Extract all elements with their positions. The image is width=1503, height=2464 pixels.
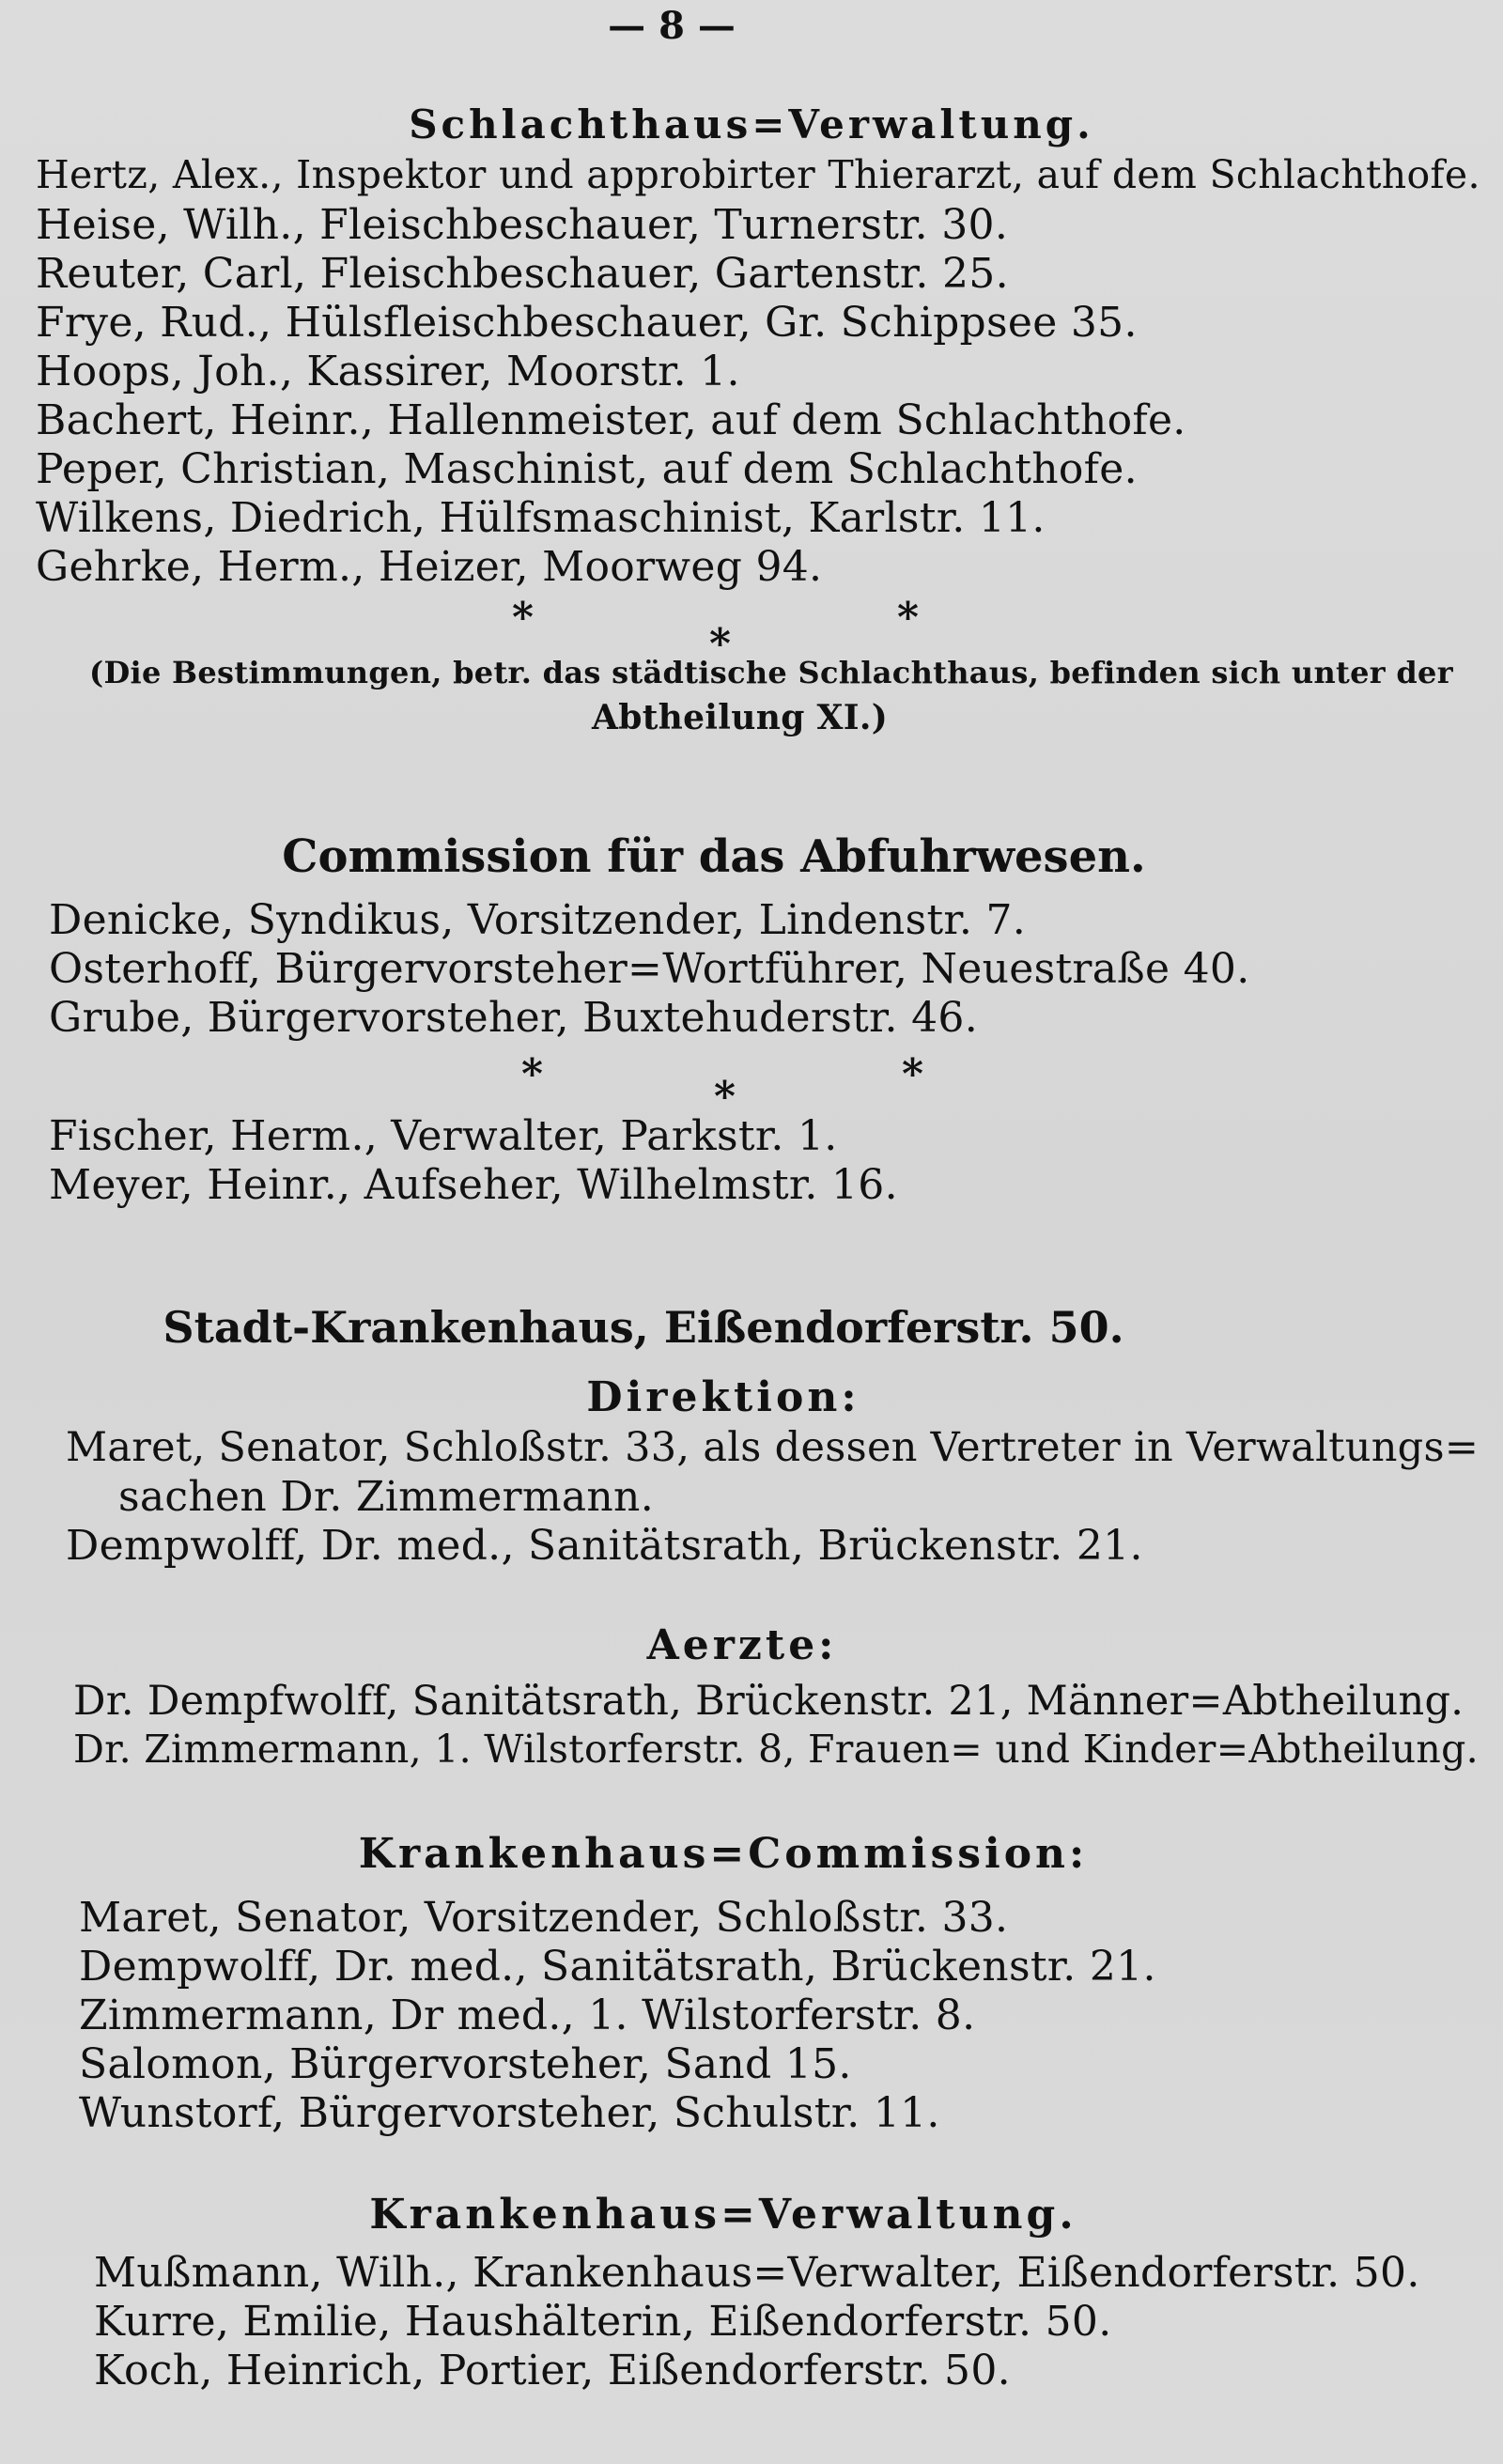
commission-entry: Dempwolff, Dr. med., Sanitätsrath, Brückenstr. 21. (79, 1943, 1156, 1991)
commission-entry: Zimmermann, Dr med., 1. Wilstorferstr. 8. (79, 1991, 976, 2039)
direktion-entry: Maret, Senator, Schloßstr. 33, als dessen Vertreter in Verwaltungs= (66, 1424, 1480, 1471)
schlachthaus-note: (Die Bestimmungen, betr. das städtische Schlachthaus, befinden sich unter der (89, 655, 1453, 690)
separator-star: * (521, 1050, 544, 1098)
commission-entry: Wunstorf, Bürgervorsteher, Schulstr. 11. (79, 2089, 940, 2137)
commission-entry: Salomon, Bürgervorsteher, Sand 15. (79, 2040, 852, 2088)
direktion-entry: Dempwolff, Dr. med., Sanitätsrath, Brückenstr. 21. (66, 1522, 1143, 1570)
schlachthaus-note-cont: Abtheilung XI.) (592, 698, 889, 737)
verwaltung-entry: Koch, Heinrich, Portier, Eißendorferstr. 50. (94, 2347, 1011, 2394)
schlachthaus-entry: Wilkens, Diedrich, Hülfsmaschinist, Karlstr. 11. (36, 494, 1046, 542)
aerzte-entry: Dr. Zimmermann, 1. Wilstorferstr. 8, Frauen= und Kinder=Abtheilung. (73, 1727, 1479, 1772)
direktion-label: Direktion: (586, 1373, 860, 1421)
abfuhr-entry: Osterhoff, Bürgervorsteher=Wortführer, Neuestraße 40. (49, 945, 1250, 993)
abfuhr-staff: Meyer, Heinr., Aufseher, Wilhelmstr. 16. (49, 1161, 898, 1209)
abfuhr-heading: Commission für das Abfuhrwesen. (282, 830, 1146, 883)
schlachthaus-entry: Bachert, Heinr., Hallenmeister, auf dem Schlachthofe. (36, 396, 1186, 444)
schlachthaus-entry: Peper, Christian, Maschinist, auf dem Schlachthofe. (36, 445, 1138, 493)
separator-star: * (512, 594, 535, 642)
schlachthaus-heading: Schlachthaus=Verwaltung. (409, 101, 1094, 147)
abfuhr-entry: Denicke, Syndikus, Vorsitzender, Lindenstr. 7. (49, 896, 1027, 944)
direktion-entry-cont: sachen Dr. Zimmermann. (118, 1473, 654, 1521)
abfuhr-staff: Fischer, Herm., Verwalter, Parkstr. 1. (49, 1112, 838, 1160)
aerzte-label: Aerzte: (646, 1621, 838, 1669)
commission-entry: Maret, Senator, Vorsitzender, Schloßstr. 33. (79, 1894, 1009, 1942)
schlachthaus-entry: Hoops, Joh., Kassirer, Moorstr. 1. (36, 348, 740, 395)
verwaltung-entry: Kurre, Emilie, Haushälterin, Eißendorferstr. 50. (94, 2298, 1112, 2346)
schlachthaus-entry: Gehrke, Herm., Heizer, Moorweg 94. (36, 543, 823, 591)
separator-star: * (897, 594, 920, 642)
krankenhaus-heading: Stadt-Krankenhaus, Eißendorferstr. 50. (163, 1302, 1124, 1353)
abfuhr-entry: Grube, Bürgervorsteher, Buxtehuderstr. 46. (49, 994, 978, 1042)
separator-star: * (902, 1050, 924, 1098)
page-number: — 8 — (608, 4, 736, 48)
schlachthaus-entry: Heise, Wilh., Fleischbeschauer, Turnerstr. 30. (36, 201, 1009, 249)
commission-label: Krankenhaus=Commission: (358, 1830, 1089, 1878)
schlachthaus-entry: Reuter, Carl, Fleischbeschauer, Gartenstr. 25. (36, 250, 1009, 298)
separator-star: * (714, 1073, 736, 1121)
schlachthaus-entry: Frye, Rud., Hülsfleischbeschauer, Gr. Schippsee 35. (36, 299, 1138, 347)
schlachthaus-entry: Hertz, Alex., Inspektor und approbirter Thierarzt, auf dem Schlachthofe. (36, 152, 1480, 197)
verwaltung-entry: Mußmann, Wilh., Krankenhaus=Verwalter, Eißendorferstr. 50. (94, 2249, 1420, 2297)
separator-star: * (709, 620, 732, 668)
aerzte-entry: Dr. Dempfwolff, Sanitätsrath, Brückenstr. 21, Männer=Abtheilung. (73, 1678, 1464, 1725)
verwaltung-label: Krankenhaus=Verwaltung. (369, 2191, 1077, 2239)
